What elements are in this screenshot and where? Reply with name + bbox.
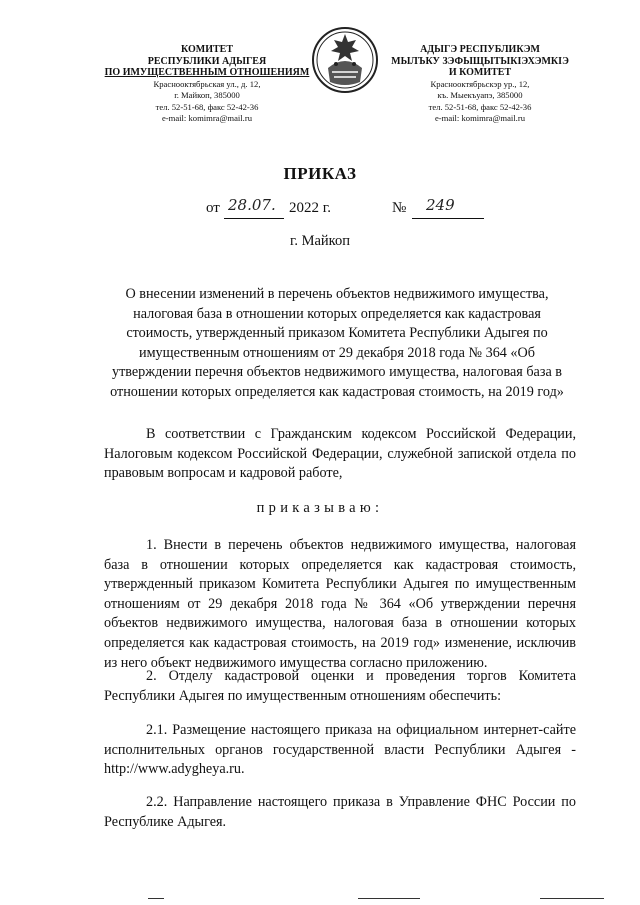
- document-title: ПРИКАЗ: [283, 164, 357, 183]
- org-city: г. Майкоп, 385000: [174, 90, 240, 100]
- org-name-adyghe-line3: И КОМИТЕТ: [448, 67, 512, 78]
- org-name-adyghe-line1: АДЫГЭ РЕСПУБЛИКЭМ: [420, 44, 540, 55]
- handwritten-date: 28.07.: [228, 196, 276, 214]
- item-2-2-paragraph: 2.2. Направление настоящего приказа в Управление ФНС России по Республике Адыгея.: [104, 794, 576, 830]
- preamble-paragraph: В соответствии с Гражданским кодексом Российской Федерации, Налоговым кодексом Российской Федерации, служебной запиской отдела по правовым вопросам и кадровой работе,: [104, 426, 576, 482]
- date-prefix: от: [206, 200, 220, 216]
- order-word: приказываю:: [256, 500, 384, 516]
- footer-mark-right: [540, 898, 604, 899]
- org-name-adyghe-line2: МЫЛЪКУ ЗЭФЫЩЫТЫКIЭХЭМКIЭ: [391, 55, 569, 67]
- footer-mark-center: [358, 898, 420, 899]
- org-name-line3: ПО ИМУЩЕСТВЕННЫМ ОТНОШЕНИЯМ: [104, 67, 310, 78]
- number-label: №: [392, 200, 407, 216]
- org-name-line1: КОМИТЕТ: [180, 44, 233, 55]
- item-2-paragraph: 2. Отделу кадастровой оценки и проведения торгов Комитета Республики Адыгея по имущественным отношениям обеспечить:: [104, 668, 576, 704]
- date-underline: [224, 218, 284, 219]
- header-right-block: [386, 44, 574, 125]
- org-city-adyghe: къ. Мыекъуапэ, 385000: [437, 90, 523, 100]
- handwritten-number: 249: [426, 196, 455, 214]
- org-email: e-mail: komimra@mail.ru: [161, 113, 252, 123]
- city-name: г. Майкоп: [290, 233, 350, 249]
- item-1-paragraph: 1. Внести в перечень объектов недвижимого имущества, налоговая база в отношении которых определяется как кадастровая стоимость, утвержденный приказом Комитета Республики Адыгея по имущественным отношениям от 29 декабря 2018 года № 364 «Об утверждении перечня объектов недвижимого имущества, налоговая база в отношении которых определяется как кадастровая стоимость, на 2019 год» изменение, исключив из него объект недвижимого имущества согласно приложению.: [104, 537, 576, 671]
- number-underline: [412, 218, 484, 219]
- org-email-adyghe: e-mail: komimra@mail.ru: [434, 113, 525, 123]
- date-year: 2022 г.: [289, 200, 331, 216]
- org-address: Красноoктябрьская ул., д. 12,: [153, 78, 261, 89]
- header-left-block: [102, 44, 312, 125]
- org-address-adyghe: Краснооктябрьскэр ур., 12,: [430, 78, 530, 89]
- org-phone: тел. 52-51-68, факс 52-42-36: [155, 101, 259, 112]
- footer-mark-left: [148, 898, 164, 899]
- org-phone-adyghe: тел. 52-51-68, факс 52-42-36: [428, 101, 532, 112]
- org-name-line2: РЕСПУБЛИКИ АДЫГЕЯ: [147, 55, 267, 67]
- item-2-1-paragraph: 2.1. Размещение настоящего приказа на официальном интернет-сайте исполнительных органов государственной власти Республики Адыгея - http://www.adygheya.ru.: [104, 722, 576, 778]
- coat-of-arms-emblem: [310, 24, 380, 100]
- order-subject: О внесении изменений в перечень объектов недвижимого имущества, налоговая база в отношении которых определяется как кадастровая стоимость, утвержденный приказом Комитета Республики Адыгея по имущественным отношениям от 29 декабря 2018 года № 364 «Об утверждении перечня объектов недвижимого имущества, налоговая база в отношении которых определяется как кадастровая стоимость, на 2019 год»: [110, 286, 564, 400]
